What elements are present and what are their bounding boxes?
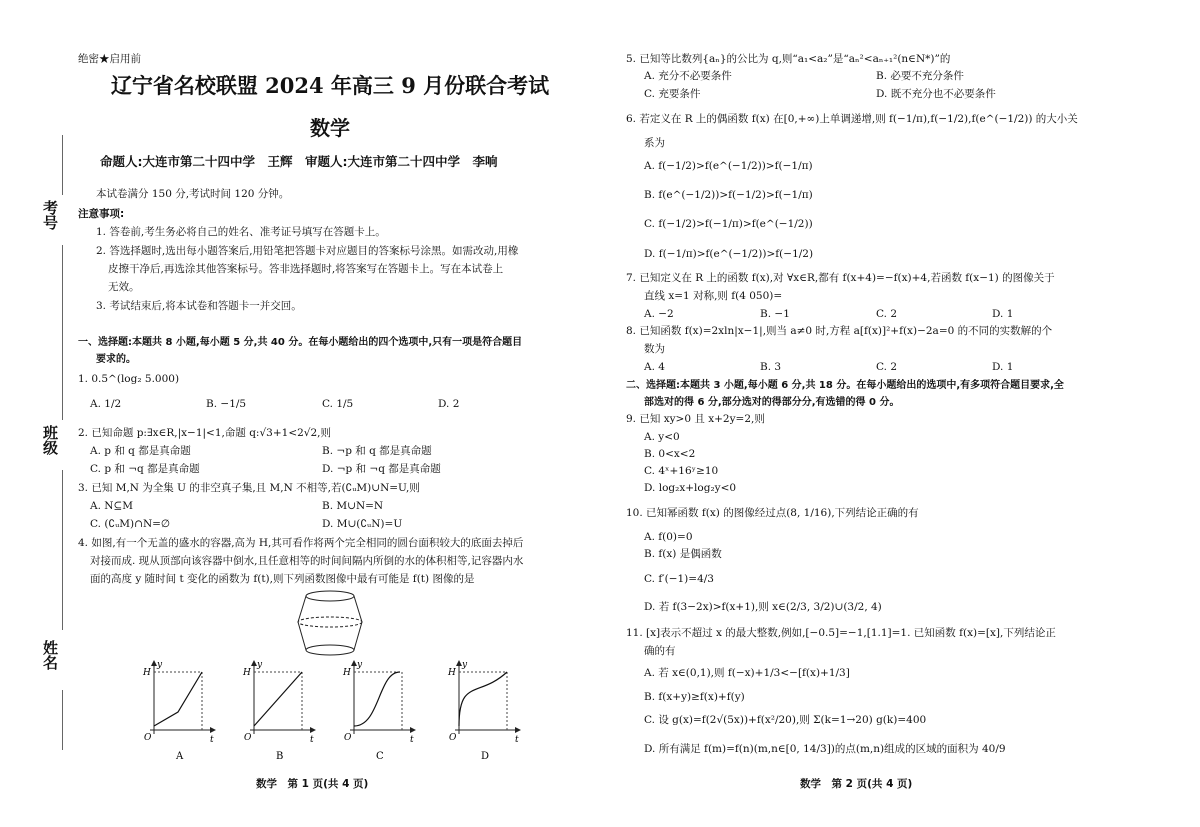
x-arrow <box>410 727 416 733</box>
y-axis-label: y <box>157 660 163 670</box>
q6-stem: 6. 若定义在 R 上的偶函数 f(x) 在[0,+∞)上单调递增,则 f(−1/π),f(−1/2),f(e^(−1/2)) 的大小关 <box>626 113 1078 125</box>
notice-3: 3. 考试结束后,将本试卷和答题卡一并交回。 <box>96 300 302 312</box>
q10-option-c: C. f′(−1)=4/3 <box>644 573 714 585</box>
q3-options <box>90 517 554 532</box>
graph-label: D <box>481 751 490 762</box>
page-2-footer: 数学 第 2 页(共 4 页) <box>800 778 913 790</box>
option-d: D. ¬p 和 ¬q 都是真命题 <box>322 463 441 475</box>
authors-line: 命题人:大连市第二十四中学 王辉 审题人:大连市第二十四中学 李响 <box>100 154 498 169</box>
q11-stem-cont: 确的有 <box>644 645 676 657</box>
option-b: B. 必要不充分条件 <box>876 70 964 82</box>
q11-option-a: A. 若 x∈(0,1),则 f(−x)+1/3<−[f(x)+1/3] <box>644 667 850 679</box>
q5-options <box>644 69 1108 84</box>
q7-options <box>644 307 1108 322</box>
x-arrow <box>310 727 316 733</box>
q4-stem-cont: 对接而成. 现从顶部向该容器中倒水,且任意相等的时间间隔内所倒的水的体积相等,记容器内水 <box>90 555 524 567</box>
binding-line <box>62 470 63 630</box>
q2-stem: 2. 已知命题 p:∃x∈R,|x−1|<1,命题 q:√3+1<2√2,则 <box>78 427 332 439</box>
option-a: A. 1/2 <box>90 398 122 410</box>
exam-number-label: 考号 <box>41 200 59 230</box>
option-b: B. −1/5 <box>206 398 247 410</box>
option-d: D. 1 <box>992 361 1014 373</box>
q1-stem: 1. 0.5^(log₂ 5.000) <box>78 373 180 385</box>
graph-label: A <box>176 751 184 762</box>
y-axis-label: y <box>357 660 363 670</box>
page-1-footer: 数学 第 1 页(共 4 页) <box>256 778 369 790</box>
q9-option-c: C. 4ˣ+16ʸ≥10 <box>644 465 719 477</box>
x-axis-label: t <box>410 735 414 745</box>
height-label: H <box>143 668 151 678</box>
q5-stem: 5. 已知等比数列{aₙ}的公比为 q,则“a₁<a₂”是“aₙ²<aₙ₊₁²(n∈N*)”的 <box>626 53 951 65</box>
graph-d <box>445 658 525 763</box>
option-d: D. 既不充分也不必要条件 <box>876 88 996 100</box>
binding-line <box>62 690 63 750</box>
intro-text: 本试卷满分 150 分,考试时间 120 分钟。 <box>96 188 290 200</box>
q6-stem-cont: 系为 <box>644 137 665 149</box>
option-a: A. −2 <box>644 308 674 320</box>
q9-option-b: B. 0<x<2 <box>644 448 696 460</box>
graph-curve <box>459 672 507 726</box>
option-a: A. 充分不必要条件 <box>644 70 732 82</box>
q6-option-c: C. f(−1/2)>f(−1/π)>f(e^(−1/2)) <box>644 218 813 230</box>
x-arrow <box>515 727 521 733</box>
q4-stem-cont: 面的高度 y 随时间 t 变化的函数为 f(t),则下列函数图像中最有可能是 f(t) 图像的是 <box>90 573 475 585</box>
binding-line <box>62 135 63 195</box>
name-label: 姓名 <box>41 640 59 670</box>
q3-options <box>90 499 554 514</box>
option-b: B. 3 <box>760 361 782 373</box>
q8-stem-cont: 数为 <box>644 343 665 355</box>
q11-option-c: C. 设 g(x)=f(2√(5x))+f(x²/20),则 Σ(k=1→20) g(k)=400 <box>644 714 927 726</box>
notice-2-cont: 无效。 <box>108 281 140 293</box>
exam-title: 辽宁省名校联盟 2024 年高三 9 月份联合考试 <box>110 73 550 98</box>
q2-options <box>90 444 554 459</box>
graph-curve <box>154 672 202 726</box>
notice-1: 1. 答卷前,考生务必将自己的姓名、准考证号填写在答题卡上。 <box>96 226 386 238</box>
q1-options <box>90 397 554 412</box>
option-d: D. M∪(∁ᵤN)=U <box>322 518 403 530</box>
q7-stem-cont: 直线 x=1 对称,则 f(4 050)= <box>644 290 783 302</box>
section-2-heading: 二、选择题:本题共 3 小题,每小题 6 分,共 18 分。在每小题给出的选项中,有多项符合题目要求,全 <box>626 380 1064 391</box>
option-b: B. M∪N=N <box>322 500 384 512</box>
option-b: B. −1 <box>760 308 790 320</box>
q6-option-a: A. f(−1/2)>f(e^(−1/2))>f(−1/π) <box>644 160 813 172</box>
option-b: B. ¬p 和 q 都是真命题 <box>322 445 432 457</box>
graph-a <box>140 658 220 763</box>
graph-curve <box>354 672 400 726</box>
q11-option-d: D. 所有满足 f(m)=f(n)(m,n∈[0, 14/3])的点(m,n)组成的区域的面积为 40/9 <box>644 743 1006 755</box>
height-label: H <box>243 668 251 678</box>
q6-option-b: B. f(e^(−1/2))>f(−1/2)>f(−1/π) <box>644 189 813 201</box>
height-label: H <box>343 668 351 678</box>
q10-stem: 10. 已知幂函数 f(x) 的图像经过点(8, 1/16),下列结论正确的有 <box>626 507 919 519</box>
option-c: C. (∁ᵤM)∩N=∅ <box>90 518 171 530</box>
q4-stem: 4. 如图,有一个无盖的盛水的容器,高为 H,其可看作将两个完全相同的圆台面积较大的底面去掉后 <box>78 537 524 549</box>
x-arrow <box>210 727 216 733</box>
q8-options <box>644 360 1108 375</box>
q3-stem: 3. 已知 M,N 为全集 U 的非空真子集,且 M,N 不相等,若(∁ᵤM)∪N=U,则 <box>78 482 420 494</box>
section-1-heading: 一、选择题:本题共 8 小题,每小题 5 分,共 40 分。在每小题给出的四个选项中,只有一项是符合题目 <box>78 337 523 348</box>
option-d: D. 1 <box>992 308 1014 320</box>
q11-stem: 11. [x]表示不超过 x 的最大整数,例如,[−0.5]=−1,[1.1]=1. 已知函数 f(x)=[x],下列结论正 <box>626 627 1056 639</box>
option-c: C. 充要条件 <box>644 88 701 100</box>
graph-curve <box>254 672 302 726</box>
q10-option-b: B. f(x) 是偶函数 <box>644 548 722 560</box>
notice-2: 2. 答选择题时,选出每小题答案后,用铅笔把答题卡对应题目的答案标号涂黑。如需改动,用橡 <box>96 245 519 257</box>
graph-label: C <box>376 751 384 762</box>
notice-2-cont: 皮擦干净后,再选涂其他答案标号。答非选择题时,将答案写在答题卡上。写在本试卷上 <box>108 263 504 275</box>
q11-option-b: B. f(x+y)≥f(x)+f(y) <box>644 691 745 703</box>
y-axis-label: y <box>462 660 468 670</box>
x-axis-label: t <box>515 735 519 745</box>
y-axis-label: y <box>257 660 263 670</box>
x-axis-label: t <box>210 735 214 745</box>
q6-option-d: D. f(−1/π)>f(e^(−1/2))>f(−1/2) <box>644 248 814 260</box>
page-2 <box>600 0 1200 827</box>
section-1-heading-cont: 要求的。 <box>96 354 136 365</box>
option-a: A. p 和 q 都是真命题 <box>90 445 191 457</box>
option-d: D. 2 <box>438 398 460 410</box>
q9-option-a: A. y<0 <box>644 431 680 443</box>
container-figure <box>290 588 370 660</box>
option-a: A. N⊆M <box>90 500 133 512</box>
q10-option-d: D. 若 f(3−2x)>f(x+1),则 x∈(2/3, 3/2)∪(3/2, 4) <box>644 601 882 613</box>
graph-c <box>340 658 420 763</box>
secret-label: 绝密★启用前 <box>78 53 141 65</box>
option-a: A. 4 <box>644 361 665 373</box>
origin-label: O <box>344 733 352 743</box>
q5-options <box>644 87 1108 102</box>
q8-stem: 8. 已知函数 f(x)=2xln|x−1|,则当 a≠0 时,方程 a[f(x)]²+f(x)−2a=0 的不同的实数解的个 <box>626 325 1053 337</box>
origin-label: O <box>144 733 152 743</box>
option-c: C. 1/5 <box>322 398 354 410</box>
section-2-heading-cont: 部选对的得 6 分,部分选对的得部分分,有选错的得 0 分。 <box>644 397 900 408</box>
q2-options <box>90 462 554 477</box>
binding-line <box>62 245 63 420</box>
height-label: H <box>448 668 456 678</box>
subject-title: 数学 <box>310 116 350 140</box>
origin-label: O <box>449 733 457 743</box>
notice-heading: 注意事项: <box>78 208 125 220</box>
q9-stem: 9. 已知 xy>0 且 x+2y=2,则 <box>626 413 765 425</box>
graph-b <box>240 658 320 763</box>
option-c: C. 2 <box>876 308 898 320</box>
x-axis-label: t <box>310 735 314 745</box>
q7-stem: 7. 已知定义在 R 上的函数 f(x),对 ∀x∈R,都有 f(x+4)=−f(x)+4,若函数 f(x−1) 的图像关于 <box>626 272 1055 284</box>
graph-label: B <box>276 751 284 762</box>
origin-label: O <box>244 733 252 743</box>
option-c: C. p 和 ¬q 都是真命题 <box>90 463 200 475</box>
q10-option-a: A. f(0)=0 <box>644 531 693 543</box>
option-c: C. 2 <box>876 361 898 373</box>
q9-option-d: D. log₂x+log₂y<0 <box>644 482 737 494</box>
class-label: 班级 <box>41 425 59 455</box>
